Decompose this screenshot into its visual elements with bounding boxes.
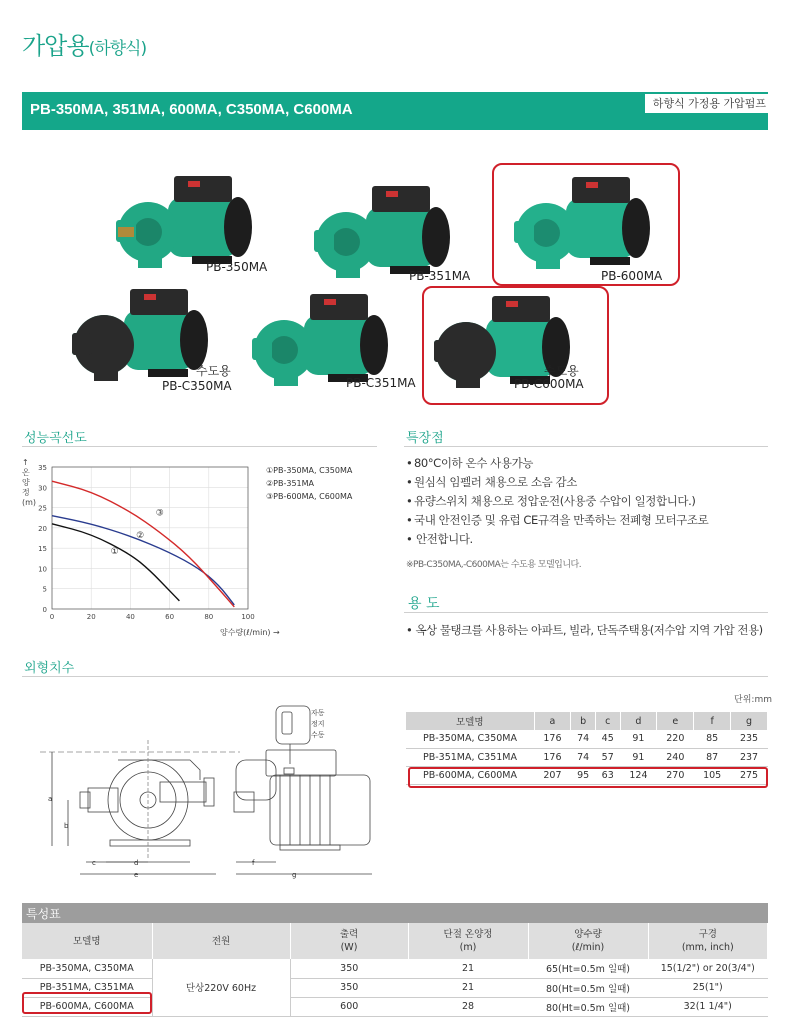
- features-section-title: 특장점: [406, 431, 444, 446]
- spec-section-title: 특성표: [26, 907, 61, 921]
- chart-x-tick-label: 40: [125, 613, 135, 621]
- performance-rule: [22, 446, 377, 447]
- feature-item: • 원심식 임펠러 채용으로 소음 감소: [406, 473, 786, 492]
- dim-letter-e: e: [134, 871, 139, 879]
- spec-col-head: 단절 온양정 (m): [408, 923, 528, 959]
- performance-section-title: 성능곡선도: [24, 431, 87, 446]
- product-label-pb-c351ma: PB-C351MA: [346, 376, 416, 390]
- chart-x-tick-label: 0: [49, 613, 55, 621]
- spec-cell-flow: 65(Ht=0.5m 일때): [528, 959, 648, 978]
- chart-x-tick-label: 100: [241, 613, 255, 621]
- dim-col-c: c: [595, 712, 620, 730]
- spec-cell-head: 28: [408, 997, 528, 1016]
- usage-rule: [404, 612, 768, 613]
- chart-series-line: [52, 524, 179, 601]
- spec-table-header: [22, 923, 768, 959]
- dim-cell: 74: [571, 748, 596, 766]
- dim-cell: 240: [657, 748, 694, 766]
- chart-x-tick-label: 60: [165, 613, 175, 621]
- dim-cell: 105: [694, 766, 731, 784]
- switch-label-manual: 수동: [311, 731, 325, 739]
- switch-label-stop: 정지: [311, 720, 325, 728]
- dim-cell: 235: [731, 730, 768, 748]
- chart-series-marker: ①: [110, 547, 119, 558]
- spec-cell-model: PB-600MA, C600MA: [22, 997, 152, 1016]
- chart-y-tick-label: 5: [42, 585, 47, 594]
- spec-col-bore: 구경 (mm, inch): [648, 923, 768, 959]
- table-row: [406, 748, 768, 766]
- dim-letter-b: b: [64, 822, 69, 830]
- feature-item: • 유량스위치 채용으로 정압운전(사용중 수압이 일정합니다.): [406, 492, 786, 511]
- spec-col-model: 모델명: [22, 923, 152, 959]
- chart-x-axis-label: 양수량(ℓ/min) →: [220, 628, 280, 637]
- dim-cell: 207: [534, 766, 571, 784]
- dim-cell-model: PB-351MA, C351MA: [406, 748, 534, 766]
- dim-col-d: d: [620, 712, 657, 730]
- chart-frame: [52, 467, 248, 609]
- dim-cell: 176: [534, 748, 571, 766]
- page-title-sub: (하향식): [88, 39, 147, 59]
- dim-col-model: 모델명: [406, 712, 534, 730]
- unit-label: 단위:mm: [734, 695, 772, 705]
- dim-cell: 57: [595, 748, 620, 766]
- dim-col-b: b: [571, 712, 596, 730]
- table-row: [22, 959, 768, 978]
- chart-series-line: [52, 481, 234, 607]
- dim-letter-f: f: [252, 859, 255, 867]
- dim-letter-d: d: [134, 859, 139, 867]
- chart-legend-entry: ②PB-351MA: [266, 479, 315, 488]
- spec-cell-output: 350: [290, 978, 408, 997]
- chart-y-tick-label: 20: [38, 524, 47, 533]
- spec-cell-model: PB-351MA, C351MA: [22, 978, 152, 997]
- highlight-box-dim-row: [408, 767, 768, 788]
- spec-cell-bore: 32(1 1/4"): [648, 997, 768, 1016]
- water-model-note: ※PB-C350MA,-C600MA는 수도용 모델입니다.: [406, 560, 582, 570]
- feature-list: [406, 454, 786, 549]
- chart-y-tick-label: 15: [38, 545, 47, 554]
- spec-cell-flow: 80(Ht=0.5m 일때): [528, 978, 648, 997]
- dimension-table-header: [406, 712, 768, 730]
- spec-section-bar: [22, 903, 768, 923]
- dim-cell-model: PB-600MA, C600MA: [406, 766, 534, 784]
- chart-y-tick-label: 10: [38, 565, 47, 574]
- chart-series-marker: ③: [155, 508, 164, 519]
- product-label-pb-c600ma: PB-C600MA: [514, 377, 584, 391]
- chart-series-line: [52, 516, 234, 605]
- banner-models: PB-350MA, 351MA, 600MA, C350MA, C600MA: [30, 101, 353, 118]
- dim-col-f: f: [694, 712, 731, 730]
- feature-item: • 국내 안전인증 및 유럽 CE규격을 만족하는 전폐형 모터구조로: [406, 511, 786, 530]
- spec-cell-power: 단상220V 60Hz: [152, 959, 290, 1016]
- dim-letter-a: a: [48, 795, 53, 803]
- spec-cell-bore: 25(1"): [648, 978, 768, 997]
- chart-y-tick-label: 25: [38, 504, 47, 513]
- highlight-box-spec-row: [22, 992, 152, 1014]
- dim-col-g: g: [731, 712, 768, 730]
- table-row: [406, 730, 768, 748]
- performance-chart: [24, 455, 384, 645]
- spec-cell-bore: 15(1/2") or 20(3/4"): [648, 959, 768, 978]
- banner-description: 하향식 가정용 가압펌프: [645, 94, 768, 113]
- chart-series-marker: ②: [136, 531, 145, 541]
- dim-letter-c: c: [92, 859, 96, 867]
- dim-cell: 91: [620, 730, 657, 748]
- spec-cell-flow: 80(Ht=0.5m 일때): [528, 997, 648, 1016]
- usage-text-value: 옥상 물탱크를 사용하는 아파트, 빌라, 단독주택용(저수압 지역 가압 전용): [415, 623, 763, 637]
- pump-image-pb-600ma: [506, 173, 656, 283]
- chart-legend-entry: ①PB-350MA, C350MA: [266, 466, 353, 475]
- spec-col-power: 전원: [152, 923, 290, 959]
- dimension-drawing: [40, 700, 385, 885]
- product-label-pb-c350ma: PB-C350MA: [162, 379, 232, 393]
- dim-cell: 85: [694, 730, 731, 748]
- switch-label-auto: 자동: [311, 709, 325, 717]
- dim-col-a: a: [534, 712, 571, 730]
- features-rule: [404, 446, 768, 447]
- dim-cell: 176: [534, 730, 571, 748]
- chart-x-tick-label: 80: [204, 613, 214, 621]
- dim-cell: 87: [694, 748, 731, 766]
- dim-cell: 45: [595, 730, 620, 748]
- product-label-pb-600ma: PB-600MA: [601, 269, 663, 283]
- usage-text: • 옥상 물탱크를 사용하는 아파트, 빌라, 단독주택용(저수압 지역 가압 전용): [406, 623, 763, 637]
- chart-y-tick-label: 30: [38, 484, 47, 493]
- chart-y-tick-label: 35: [38, 464, 47, 472]
- page-title-main: 가압용: [22, 32, 89, 60]
- dim-cell: 95: [571, 766, 596, 784]
- spec-cell-model: PB-350MA, C350MA: [22, 959, 152, 978]
- spec-cell-head: 21: [408, 959, 528, 978]
- product-prefix-pb-c350ma: 수도용: [196, 364, 231, 378]
- chart-y-axis-label: ↑ 온 양 정 (m): [22, 458, 37, 507]
- chart-y-tick-label: 0: [42, 606, 47, 614]
- dim-letter-g: g: [292, 871, 297, 879]
- dim-cell: 91: [620, 748, 657, 766]
- dim-cell: 270: [657, 766, 694, 784]
- spec-col-output: 출력 (W): [290, 923, 408, 959]
- spec-cell-output: 350: [290, 959, 408, 978]
- dim-cell: 220: [657, 730, 694, 748]
- chart-x-tick-label: 20: [86, 613, 96, 621]
- dim-col-e: e: [657, 712, 694, 730]
- feature-item-continued: • 안전합니다.: [406, 530, 786, 549]
- product-label-pb-351ma: PB-351MA: [409, 269, 471, 283]
- dim-cell: 124: [620, 766, 657, 784]
- spec-col-flow: 양수량 (ℓ/min): [528, 923, 648, 959]
- dim-cell: 74: [571, 730, 596, 748]
- dim-cell-model: PB-350MA, C350MA: [406, 730, 534, 748]
- usage-section-title: 용 도: [408, 596, 440, 612]
- spec-cell-output: 600: [290, 997, 408, 1016]
- product-label-pb-350ma: PB-350MA: [206, 260, 268, 274]
- spec-cell-head: 21: [408, 978, 528, 997]
- dimensions-rule: [22, 676, 768, 677]
- dim-cell: 237: [731, 748, 768, 766]
- dim-cell: 63: [595, 766, 620, 784]
- dimensions-section-title: 외형치수: [24, 661, 75, 676]
- chart-legend-entry: ③PB-600MA, C600MA: [266, 492, 353, 501]
- feature-item: • 80°C이하 온수 사용가능: [406, 454, 786, 473]
- dim-cell: 275: [731, 766, 768, 784]
- product-prefix-pb-c600ma: 수도용: [544, 364, 579, 378]
